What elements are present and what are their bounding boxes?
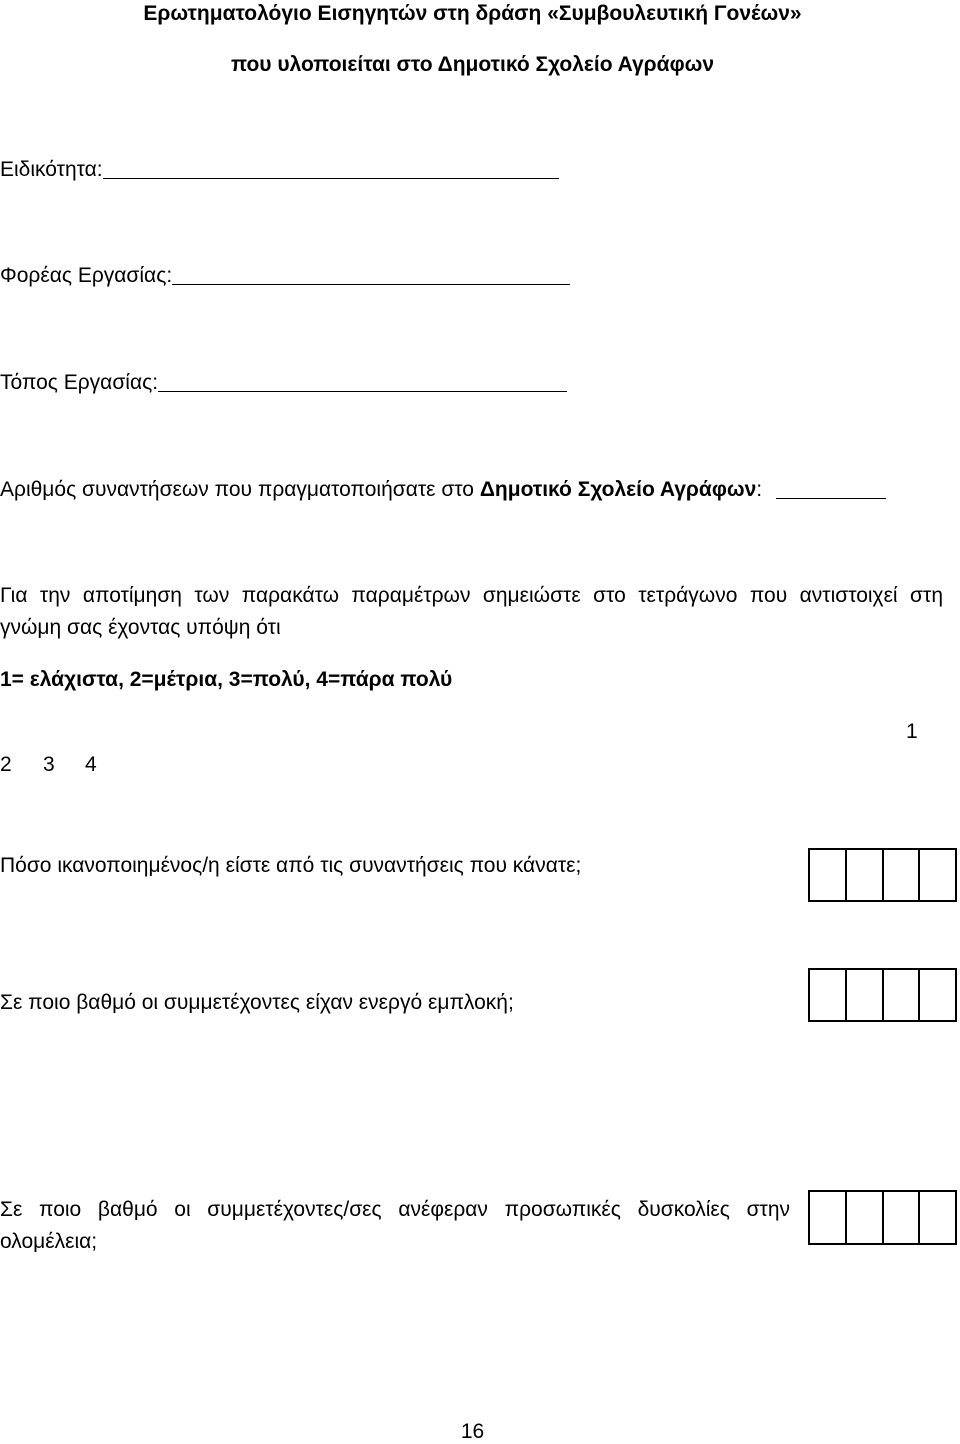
rating-box-1: [810, 970, 847, 1020]
rating-box-4: [920, 1192, 955, 1243]
meetings-blank-line: [776, 497, 886, 499]
workplace-field: [0, 371, 567, 395]
rating-header-3: 3: [43, 753, 55, 776]
rating-box-4: [920, 970, 955, 1020]
question-3-rating-boxes: [808, 1190, 957, 1245]
rating-header-4: 4: [85, 753, 97, 776]
rating-box-3: [884, 1192, 921, 1243]
workplace-blank-line: [158, 390, 567, 392]
rating-header-2: 2: [0, 753, 12, 776]
rating-box-3: [884, 850, 921, 900]
specialty-field: [0, 158, 559, 182]
document-title: Ερωτηματολόγιο Εισηγητών στη δράση «Συμβουλευτική Γονέων»: [143, 2, 802, 25]
rating-box-1: [810, 850, 847, 900]
page-number: 16: [460, 1420, 485, 1443]
rating-box-2: [847, 1192, 884, 1243]
question-1-rating-boxes: [808, 848, 957, 902]
workplace-label: Τόπος Εργασίας:: [0, 371, 159, 394]
question-2-rating-boxes: [808, 968, 957, 1022]
question-3-text-line-2: ολομέλεια;: [0, 1230, 98, 1253]
specialty-blank-line: [103, 177, 559, 179]
rating-box-4: [920, 850, 955, 900]
meetings-school-name: Δημοτικό Σχολείο Αγράφων: [479, 478, 757, 501]
employer-label: Φορέας Εργασίας:: [0, 264, 173, 287]
question-1-text: Πόσο ικανοποιημένος/η είστε από τις συναντήσεις που κάνατε;: [0, 854, 582, 877]
meetings-label: Αριθμός συναντήσεων που πραγματοποιήσατε στο: [0, 478, 474, 501]
scale-legend: 1= ελάχιστα, 2=μέτρια, 3=πολύ, 4=πάρα πολύ: [0, 668, 453, 691]
rating-header-1: 1: [906, 720, 918, 743]
document-subtitle: που υλοποιείται στο Δημοτικό Σχολείο Αγράφων: [230, 53, 715, 76]
specialty-label: Ειδικότητα:: [0, 158, 103, 181]
meetings-colon: :: [756, 478, 763, 501]
rating-box-2: [847, 850, 884, 900]
employer-blank-line: [172, 283, 570, 285]
rating-box-2: [847, 970, 884, 1020]
meetings-count-field: [0, 478, 886, 502]
rating-box-3: [884, 970, 921, 1020]
instructions-line-1: Για την αποτίμηση των παρακάτω παραμέτρων σημειώστε στο τετράγωνο που αντιστοιχεί στη: [0, 584, 943, 607]
employer-field: [0, 264, 570, 288]
instructions-line-2: γνώμη σας έχοντας υπόψη ότι: [0, 616, 281, 639]
question-2-text: Σε ποιο βαθμό οι συμμετέχοντες είχαν ενεργό εμπλοκή;: [0, 991, 514, 1014]
question-3-text-line-1: Σε ποιο βαθμό οι συμμετέχοντες/σες ανέφεραν προσωπικές δυσκολίες στην: [0, 1198, 790, 1221]
rating-box-1: [810, 1192, 847, 1243]
